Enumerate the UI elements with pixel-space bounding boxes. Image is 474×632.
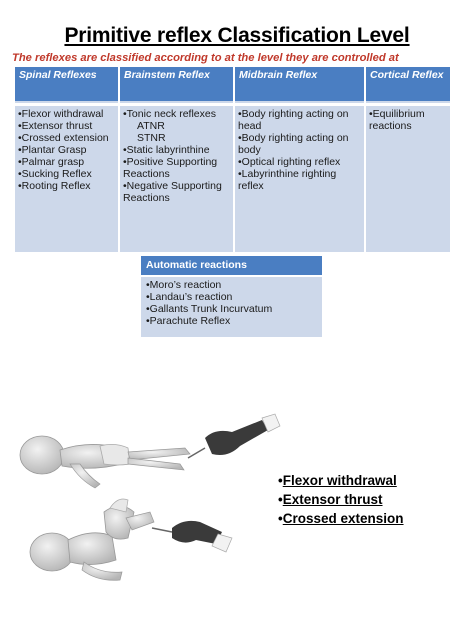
reflex-item-flexor: Flexor withdrawal (282, 473, 397, 488)
list-item: •Body righting acting on (238, 108, 349, 120)
gloved-hand-icon (188, 414, 280, 458)
infant-extended-figure (20, 436, 190, 488)
list-item: •Gallants Trunk Incurvatum (146, 303, 273, 315)
list-item: •Extensor thrust (18, 120, 93, 132)
list-item: reactions (369, 120, 412, 132)
header-midbrain: Midbrain Reflex (234, 67, 365, 101)
list-item: •Equilibrium (369, 108, 425, 120)
list-item (278, 471, 404, 490)
cell-midbrain (234, 105, 365, 253)
list-item: reflex (238, 180, 264, 192)
gloved-hand-icon (152, 521, 232, 552)
list-item: STNR (137, 132, 166, 144)
page-title: Primitive reflex Classification Level (64, 24, 410, 47)
infant-flexed-figure (30, 499, 154, 580)
list-item: •Plantar Grasp (18, 144, 87, 156)
automatic-reactions-header: Automatic reactions (141, 256, 322, 275)
header-spinal: Spinal Reflexes (15, 67, 119, 101)
list-item (278, 509, 404, 528)
list-item: •Palmar grasp (18, 156, 85, 168)
classification-table (15, 67, 452, 252)
infant-reflex-illustration (0, 400, 300, 600)
list-item: Reactions (123, 192, 170, 204)
list-item: •Optical righting reflex (238, 156, 341, 168)
list-item: ATNR (137, 120, 165, 132)
list-item: •Negative Supporting (123, 180, 222, 192)
reflex-item-extensor: Extensor thrust (282, 492, 383, 507)
reflex-item-crossed: Crossed extension (282, 511, 404, 526)
header-brainstem: Brainstem Reflex (119, 67, 234, 101)
list-item: body (238, 144, 261, 156)
list-item: •Static labyrinthine (123, 144, 210, 156)
page-subtitle: The reflexes are classified according to at the level they are controlled at (12, 52, 399, 64)
automatic-reactions-box (141, 256, 322, 337)
automatic-reactions-body (141, 277, 322, 337)
list-item: •Positive Supporting (123, 156, 218, 168)
list-item (278, 490, 404, 509)
list-item: head (238, 120, 262, 132)
bullet: • (278, 511, 283, 526)
list-item: Reactions (123, 168, 170, 180)
list-item: •Sucking Reflex (18, 168, 92, 180)
list-item: •Tonic neck reflexes (123, 108, 216, 120)
bullet: • (278, 473, 283, 488)
cell-spinal (15, 105, 119, 253)
list-item: •Crossed extension (18, 132, 109, 144)
bullet: • (278, 492, 283, 507)
header-cortical: Cortical Reflex (365, 67, 451, 101)
list-item: •Labyrinthine righting (238, 168, 337, 180)
list-item: •Rooting Reflex (18, 180, 91, 192)
list-item: •Parachute Reflex (146, 315, 231, 327)
cell-brainstem (119, 105, 234, 253)
cell-cortical (365, 105, 451, 253)
list-item: •Flexor withdrawal (18, 108, 104, 120)
list-item: •Body righting acting on (238, 132, 349, 144)
list-item: •Moro’s reaction (146, 279, 222, 291)
list-item: •Landau’s reaction (146, 291, 233, 303)
reflex-list (278, 471, 404, 528)
